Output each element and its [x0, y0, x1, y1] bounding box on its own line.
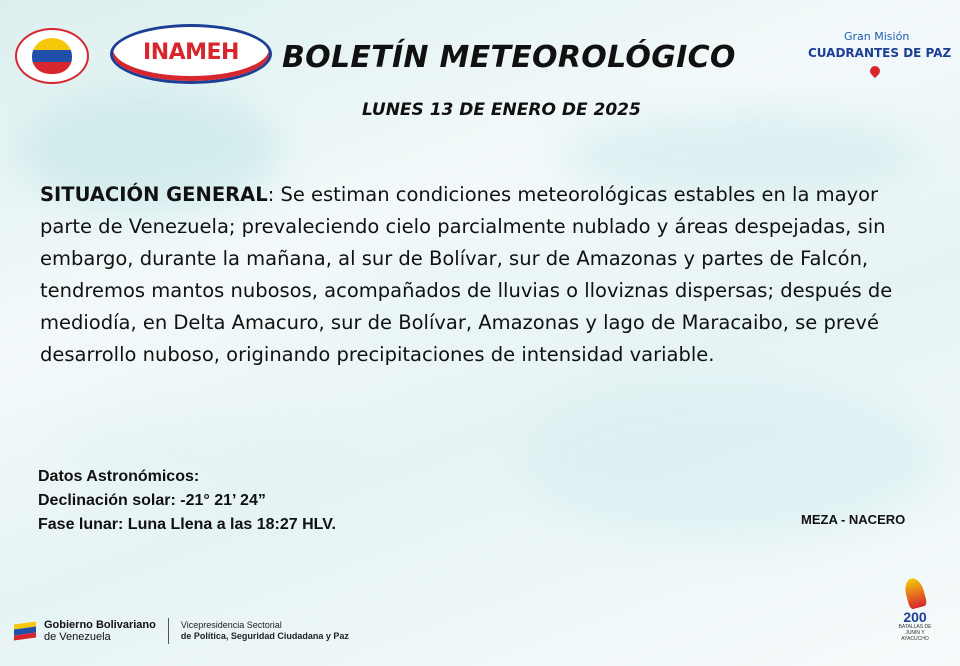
solar-declination: Declinación solar: -21° 21’ 24”	[38, 492, 266, 509]
bulletin-date: LUNES 13 DE ENERO DE 2025	[362, 100, 641, 120]
bicentennial-logo	[893, 576, 937, 642]
inameh-logo-text: INAMEH	[143, 39, 239, 65]
government-name	[44, 619, 156, 643]
vice-presidency-line2: de Política, Seguridad Ciudadana y Paz	[180, 631, 349, 641]
inameh-logo	[110, 24, 272, 84]
general-situation-paragraph	[40, 179, 930, 371]
national-seal-logo	[15, 28, 89, 84]
gran-mision-text: Gran Misión	[844, 30, 910, 43]
vice-presidency-line1: Vicepresidencia Sectorial	[180, 620, 282, 630]
cuadrantes-text: CUADRANTES DE PAZ	[808, 46, 952, 60]
location-pin-icon	[868, 64, 882, 78]
coat-of-arms-icon	[32, 38, 72, 74]
government-name-line1: Gobierno Bolivariano	[44, 619, 156, 631]
general-situation-label: SITUACIÓN GENERAL	[40, 183, 268, 206]
moon-phase: Fase lunar: Luna Llena a las 18:27 HLV.	[38, 516, 336, 533]
footer-divider	[168, 618, 169, 644]
general-situation-text: : Se estiman condiciones meteorológicas estables en la mayor parte de Venezuela; prevaleciendo cielo parcialmente nublado y áreas despejadas, sin embargo, durante la mañana, al sur de Bolívar, sur de Amazonas y partes de Falcón, tendremos mantos nubosos, acompañados de lluvias o lloviznas dispersas; después de mediodía, en Delta Amacuro, sur de Bolívar, Amazonas y lago de Maracaibo, se prevé desarrollo nuboso, originando precipitaciones de intensidad variable.	[40, 183, 893, 366]
government-name-line2: de Venezuela	[44, 631, 111, 643]
bulletin-title: BOLETÍN METEOROLÓGICO	[282, 40, 736, 75]
authors: MEZA - NACERO	[801, 512, 906, 527]
astronomical-data	[38, 465, 336, 537]
flame-icon	[902, 576, 927, 610]
bicentennial-subtitle: BATALLAS DE JUNÍN Y AYACUCHO	[898, 624, 932, 642]
government-footer-logo	[14, 618, 349, 644]
vice-presidency	[181, 620, 349, 642]
cuadrantes-de-paz-logo	[804, 22, 954, 82]
bicentennial-number: 200	[903, 609, 927, 625]
astro-heading: Datos Astronómicos:	[38, 468, 200, 485]
venezuela-flag-icon	[14, 621, 36, 640]
